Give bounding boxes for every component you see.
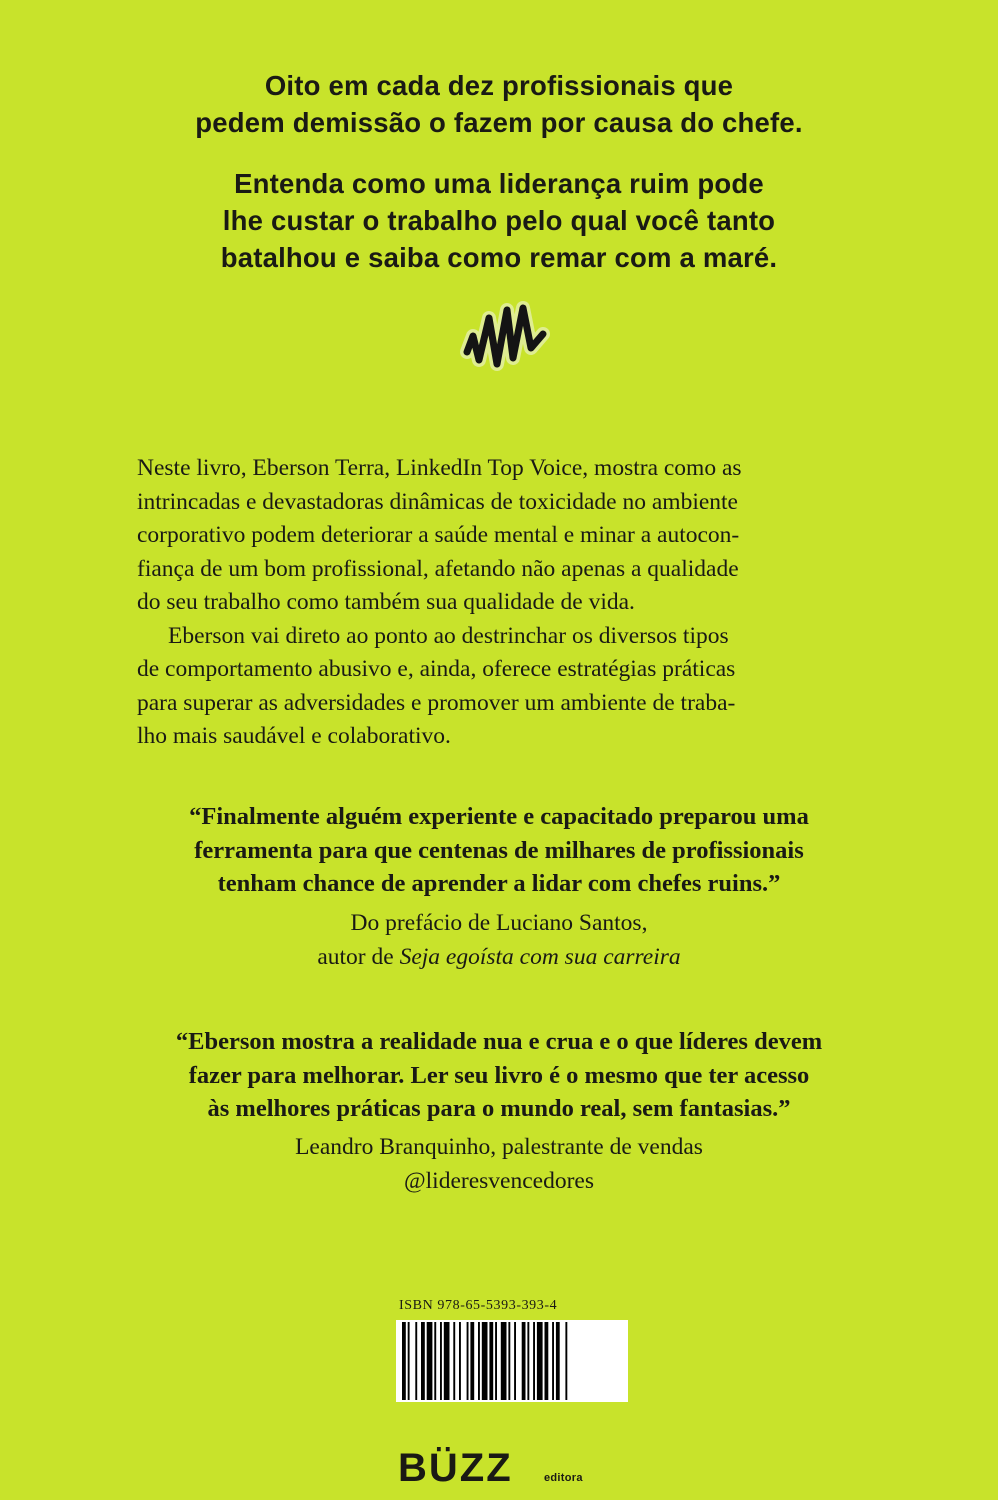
- attribution-prefix: autor de: [317, 943, 400, 970]
- attribution-line: Do prefácio de Luciano Santos,: [350, 910, 648, 936]
- quote-line: ferramenta para que centenas de milhares de profissionais: [194, 836, 804, 864]
- description-line: Neste livro, Eberson Terra, LinkedIn Top Voice, mostra como as: [137, 455, 742, 481]
- barcode-icon: [396, 1320, 628, 1402]
- headline-line: pedem demissão o fazem por causa do chefe.: [195, 107, 803, 138]
- headline-lead: [0, 67, 998, 141]
- description-line: corporativo podem deteriorar a saúde mental e minar a autocon-: [137, 522, 740, 548]
- attribution-line: [0, 941, 998, 975]
- description-line: lho mais saudável e colaborativo.: [137, 723, 451, 749]
- testimonial-quote: [0, 800, 998, 901]
- testimonial-attribution: [0, 907, 998, 974]
- quote-line: às melhores práticas para o mundo real, sem fantasias.”: [207, 1095, 791, 1122]
- description-line: fiança de um bom profissional, afetando não apenas a qualidade: [137, 555, 739, 582]
- attribution-line: Leandro Branquinho, palestrante de vendas: [295, 1134, 703, 1160]
- description-line: Eberson vai direto ao ponto ao destrinchar os diversos tipos: [168, 622, 729, 649]
- headline-line: batalhou e saiba como remar com a maré.: [220, 242, 778, 273]
- headline-line: Oito em cada dez profissionais que: [264, 70, 734, 101]
- isbn-label: ISBN 978-65-5393-393-4: [399, 1298, 558, 1313]
- quote-line: “Finalmente alguém experiente e capacitado preparou uma: [189, 803, 809, 830]
- description-line: intrincadas e devastadoras dinâmicas de toxicidade no ambiente: [137, 488, 738, 515]
- quote-line: tenham chance de aprender a lidar com chefes ruins.”: [217, 870, 781, 897]
- description-line: de comportamento abusivo e, ainda, oferece estratégias práticas: [137, 656, 736, 682]
- attribution-handle: @lideresvencedores: [404, 1167, 594, 1194]
- publisher-subtitle: editora: [544, 1472, 583, 1484]
- quote-line: “Eberson mostra a realidade nua e crua e o que líderes devem: [175, 1028, 823, 1055]
- book-description: [137, 452, 877, 754]
- publisher-logo: [398, 1448, 638, 1488]
- publisher-name: BÜZZ: [398, 1446, 513, 1490]
- testimonial-attribution: [0, 1131, 998, 1198]
- quote-line: fazer para melhorar. Ler seu livro é o mesmo que ter acesso: [188, 1061, 810, 1089]
- headline-line: Entenda como uma liderança ruim pode: [234, 168, 764, 199]
- description-line: para superar as adversidades e promover um ambiente de traba-: [137, 689, 736, 716]
- testimonial-quote: [0, 1025, 998, 1126]
- headline-line: lhe custar o trabalho pelo qual você tanto: [222, 205, 776, 236]
- headline-pitch: [0, 165, 998, 276]
- referenced-book-title: Seja egoísta com sua carreira: [399, 943, 681, 970]
- isbn-block: [396, 1298, 632, 1402]
- squiggle-icon: [445, 290, 565, 400]
- description-line: do seu trabalho como também sua qualidade de vida.: [137, 589, 635, 615]
